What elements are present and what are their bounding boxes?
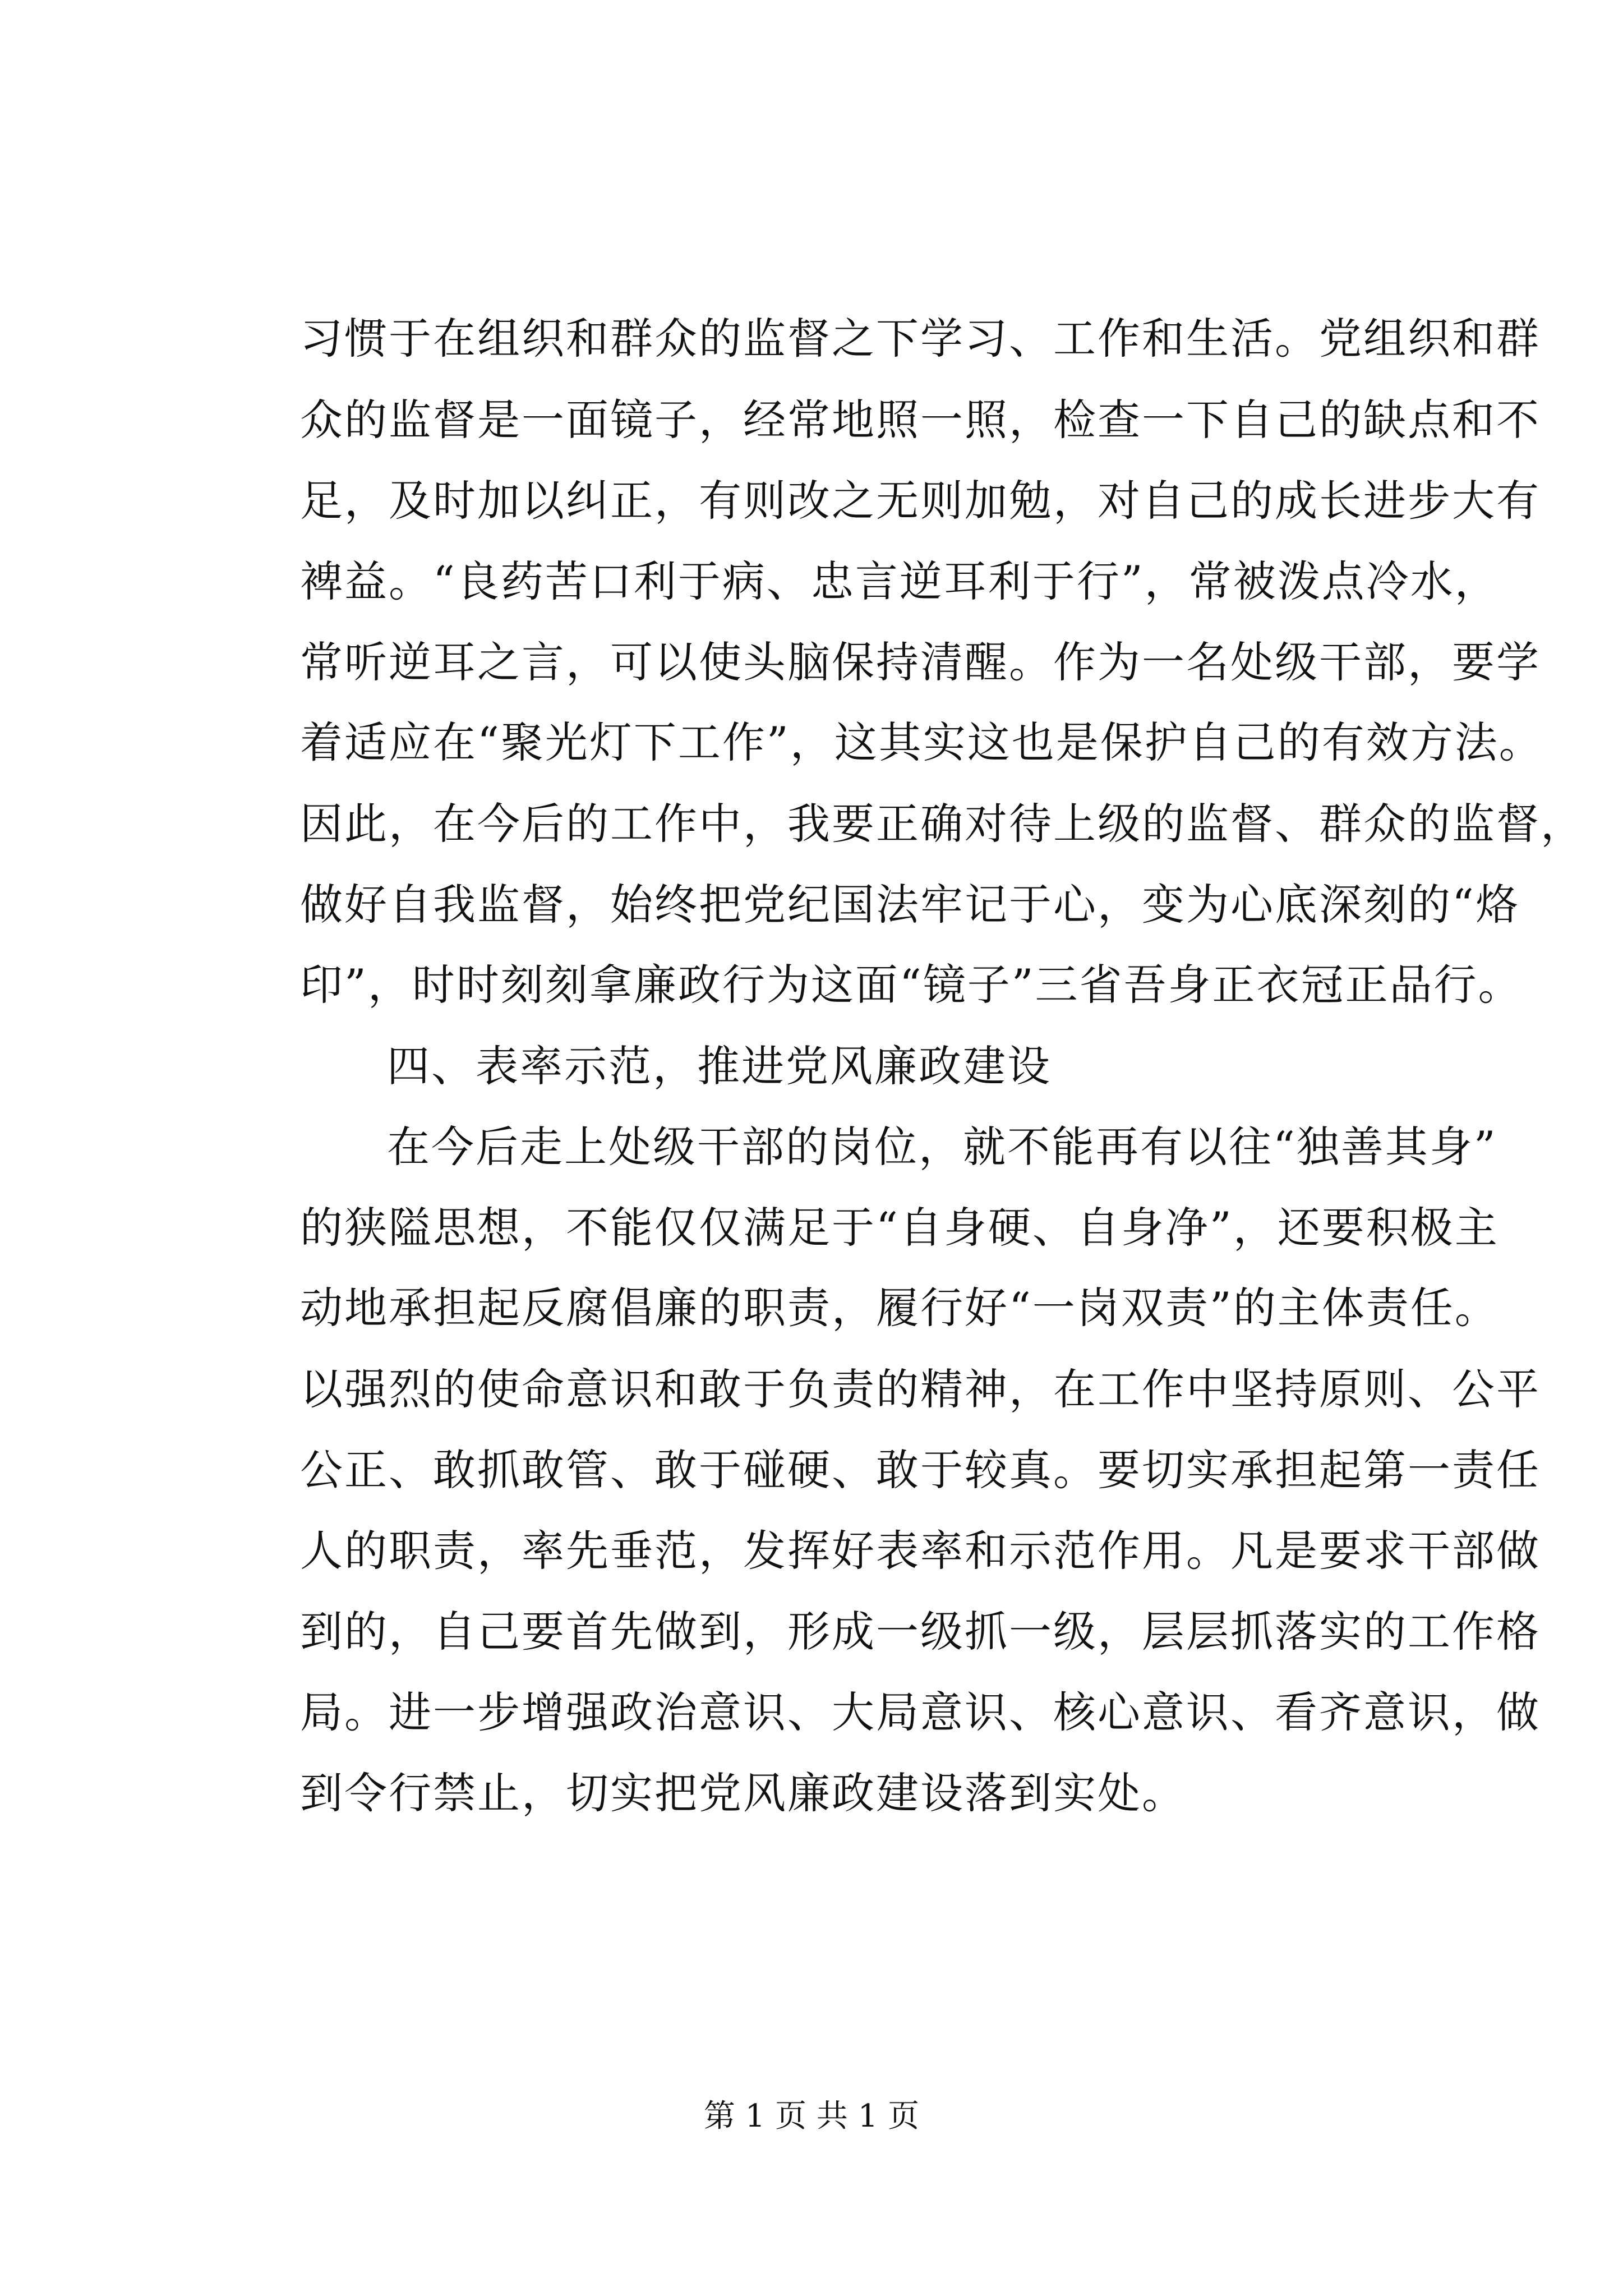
body-line: 局。进一步增强政治意识、大局意识、核心意识、看齐意识，做 [300, 1687, 1541, 1737]
body-line: 的狭隘思想，不能仅仅满足于“自身硬、自身净”，还要积极主 [300, 1203, 1499, 1253]
body-line: 众的监督是一面镜子，经常地照一照，检查一下自己的缺点和不 [300, 395, 1541, 445]
section-heading: 四、表率示范，推进党风廉政建设 [387, 1041, 1052, 1091]
body-line: 足，及时加以纠正，有则改之无则加勉，对自己的成长进步大有 [300, 476, 1541, 526]
page-footer: 第 1 页 共 1 页 [703, 2098, 920, 2134]
body-line: 做好自我监督，始终把党纪国法牢记于心，变为心底深刻的“烙 [300, 880, 1520, 930]
body-line: 公正、敢抓敢管、敢于碰硬、敢于较真。要切实承担起第一责任 [300, 1445, 1541, 1495]
body-line: 以强烈的使命意识和敢于负责的精神，在工作中坚持原则、公平 [300, 1364, 1541, 1414]
body-line: 到的，自己要首先做到，形成一级抓一级，层层抓落实的工作格 [300, 1607, 1541, 1657]
body-line: 常听逆耳之言，可以使头脑保持清醒。作为一名处级干部，要学 [300, 637, 1541, 687]
paragraph-first-line: 在今后走上处级干部的岗位，就不能再有以往“独善其身” [387, 1122, 1497, 1172]
body-line: 动地承担起反腐倡廉的职责，履行好“一岗双责”的主体责任。 [300, 1283, 1499, 1333]
body-line: 习惯于在组织和群众的监督之下学习、工作和生活。党组织和群 [300, 314, 1541, 364]
body-line: 人的职责，率先垂范，发挥好表率和示范作用。凡是要求干部做 [300, 1526, 1541, 1576]
body-line: 印”，时时刻刻拿廉政行为这面“镜子”三省吾身正衣冠正品行。 [300, 960, 1523, 1010]
body-line: 裨益。“良药苦口利于病、忠言逆耳利于行”，常被泼点冷水， [300, 556, 1499, 606]
body-line: 因此，在今后的工作中，我要正确对待上级的监督、群众的监督， [300, 799, 1585, 849]
body-line: 到令行禁止，切实把党风廉政建设落到实处。 [300, 1768, 1186, 1818]
body-line: 着适应在“聚光灯下工作”，这其实这也是保护自己的有效方法。 [300, 717, 1543, 767]
